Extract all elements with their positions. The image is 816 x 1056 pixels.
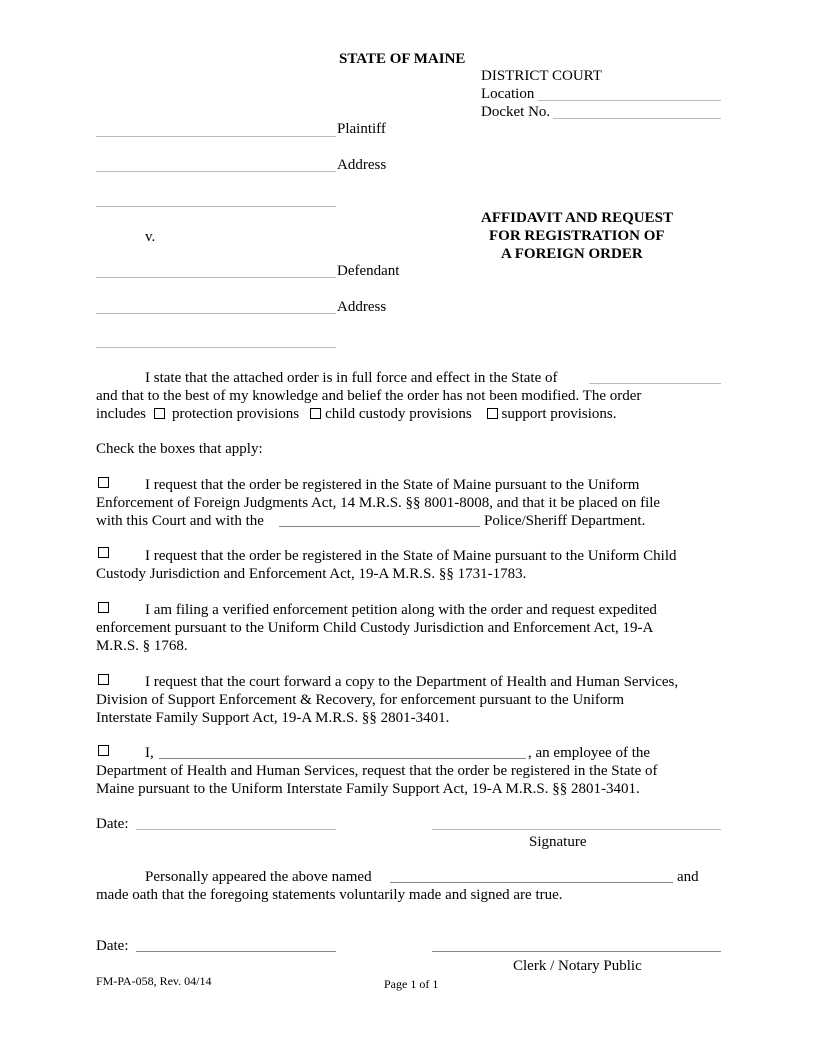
request-3-line-3: M.R.S. § 1768. (96, 638, 188, 654)
defendant-address-label: Address (337, 299, 387, 315)
defendant-label: Defendant (337, 263, 400, 279)
request-4-line-1: I request that the court forward a copy to the Department of Health and Human Services, (145, 674, 679, 690)
request-4-line-3: Interstate Family Support Act, 19-A M.R.S. §§ 2801-3401. (96, 710, 450, 726)
clerk-signature-field[interactable] (432, 951, 721, 952)
protection-checkbox[interactable] (154, 408, 165, 419)
employee-name-field[interactable] (159, 758, 526, 759)
request-4-line-2: Division of Support Enforcement & Recovery, for enforcement pursuant to the Uniform (96, 692, 625, 708)
defendant-address-field-2[interactable] (96, 347, 336, 348)
date-field-1[interactable] (136, 829, 336, 830)
statement-line-3 (96, 405, 617, 423)
check-instruction: Check the boxes that apply: (96, 441, 263, 457)
date-label-1: Date: (96, 816, 129, 832)
request-3-line-1: I am filing a verified enforcement petition along with the order and request expedited (145, 602, 657, 618)
request-1-line-2: Enforcement of Foreign Judgments Act, 14 M.R.S. §§ 8001-8008, and that it be placed on file (96, 495, 661, 511)
versus-label: v. (145, 229, 156, 245)
date-field-2[interactable] (136, 951, 336, 952)
custody-checkbox[interactable] (310, 408, 321, 419)
title-line-2: FOR REGISTRATION OF (489, 228, 665, 244)
plaintiff-label: Plaintiff (337, 121, 386, 137)
state-heading: STATE OF MAINE (339, 51, 466, 67)
statement-line-1: I state that the attached order is in full force and effect in the State of (145, 370, 558, 386)
docket-label: Docket No. (481, 104, 551, 120)
custody-label: child custody provisions (325, 406, 472, 422)
request-2-checkbox[interactable] (98, 547, 109, 558)
request-3-checkbox[interactable] (98, 602, 109, 613)
plaintiff-field[interactable] (96, 136, 336, 137)
location-label: Location (481, 86, 535, 102)
statement-line-2: and that to the best of my knowledge and belief the order has not been modified. The order (96, 388, 642, 404)
request-2-line-2: Custody Jurisdiction and Enforcement Act, 19-A M.R.S. §§ 1731-1783. (96, 566, 527, 582)
defendant-field[interactable] (96, 277, 336, 278)
department-field[interactable] (279, 526, 480, 527)
protection-label: protection provisions (172, 406, 300, 422)
includes-label: includes (96, 406, 146, 422)
title-line-3: A FOREIGN ORDER (501, 246, 643, 262)
support-label: support provisions. (501, 406, 617, 422)
appeared-name-field[interactable] (390, 882, 673, 883)
plaintiff-address-field-2[interactable] (96, 206, 336, 207)
location-field[interactable] (538, 100, 721, 101)
defendant-address-field[interactable] (96, 313, 336, 314)
request-5-line-1b: , an employee of the (528, 745, 651, 761)
docket-field[interactable] (553, 118, 721, 119)
request-1-line-3a: with this Court and with the (96, 513, 264, 529)
court-name: DISTRICT COURT (481, 68, 602, 84)
oath-line-1a: Personally appeared the above named (145, 869, 372, 885)
state-of-field[interactable] (589, 383, 721, 384)
title-line-1: AFFIDAVIT AND REQUEST (481, 210, 673, 226)
plaintiff-address-label: Address (337, 157, 387, 173)
date-label-2: Date: (96, 938, 129, 954)
request-5-line-1a: I, (145, 745, 154, 761)
request-2-line-1: I request that the order be registered in the State of Maine pursuant to the Uniform Child (145, 548, 677, 564)
signature-label: Signature (529, 834, 587, 850)
support-checkbox[interactable] (487, 408, 498, 419)
request-5-line-3: Maine pursuant to the Uniform Interstate Family Support Act, 19-A M.R.S. §§ 2801-3401. (96, 781, 640, 797)
request-5-checkbox[interactable] (98, 745, 109, 756)
request-1-line-3b: Police/Sheriff Department. (484, 513, 646, 529)
page-number: Page 1 of 1 (384, 977, 439, 991)
clerk-label: Clerk / Notary Public (513, 958, 642, 974)
plaintiff-address-field[interactable] (96, 171, 336, 172)
request-1-checkbox[interactable] (98, 477, 109, 488)
request-5-line-2: Department of Health and Human Services, request that the order be registered in the State of (96, 763, 658, 779)
request-3-line-2: enforcement pursuant to the Uniform Child Custody Jurisdiction and Enforcement Act, 19-A (96, 620, 654, 636)
form-id: FM-PA-058, Rev. 04/14 (96, 974, 212, 988)
oath-line-1b: and (677, 869, 699, 885)
request-1-line-1: I request that the order be registered in the State of Maine pursuant to the Uniform (145, 477, 640, 493)
oath-line-2: made oath that the foregoing statements voluntarily made and signed are true. (96, 887, 563, 903)
request-4-checkbox[interactable] (98, 674, 109, 685)
signature-field[interactable] (432, 829, 721, 830)
